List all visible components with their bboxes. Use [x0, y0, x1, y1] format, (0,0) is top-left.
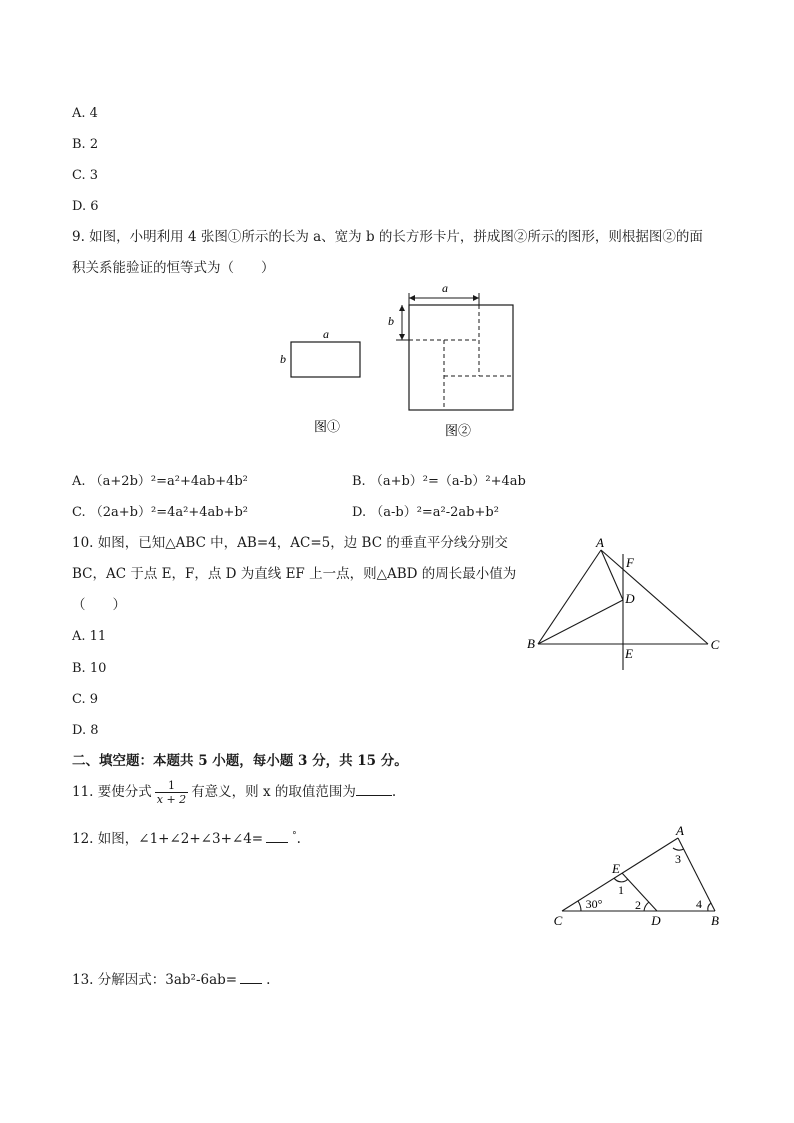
segment-AB: [538, 550, 601, 644]
q12-angle-3: 3: [675, 852, 681, 866]
q12-angle-30: 30°: [585, 897, 603, 911]
q11-answer-blank[interactable]: [356, 783, 392, 796]
section2-heading: 二、填空题：本题共 5 小题，每小题 3 分，共 15 分。: [72, 753, 408, 769]
q10-option-a: A. 11: [72, 629, 107, 644]
fig2-dashed-lines: [409, 305, 513, 410]
q12-label-A: A: [676, 823, 684, 838]
q13-line: [72, 972, 270, 988]
q10-option-b: B. 10: [72, 661, 107, 676]
fig2-label-a: a: [442, 281, 448, 295]
fig2-caption: 图②: [444, 423, 472, 438]
q10-label-F: F: [626, 555, 634, 570]
fig2-label-b: b: [388, 314, 394, 328]
arc-4: [708, 903, 711, 911]
q8-option-a: A. 4: [72, 106, 98, 121]
q12-label-D: D: [651, 913, 661, 928]
q9-stem-line1: 9. 如图，小明利用 4 张图①所示的长为 a、宽为 b 的长方形卡片，拼成图②所示的图形，则根据图②的面: [72, 229, 703, 245]
q12-angle-1: 1: [618, 883, 624, 897]
segment-BD: [538, 600, 623, 644]
q12-label-E: E: [612, 861, 620, 876]
q10-stem-line3: （ ）: [72, 597, 126, 613]
fig1-rectangle: [291, 342, 360, 377]
q12-degree-unit: °: [292, 830, 297, 841]
fig2-outer-square: [409, 305, 513, 410]
q11-fraction: [155, 779, 188, 806]
q13-answer-blank[interactable]: [240, 972, 262, 984]
q11-frac-denominator: x + 2: [156, 793, 187, 806]
q9-option-c: C. （2a+b）²=4a²+4ab+b²: [72, 505, 248, 520]
q10-label-A: A: [596, 535, 604, 550]
arc-1: [614, 878, 628, 882]
q8-option-c: C. 3: [72, 168, 99, 183]
q10-label-B: B: [527, 636, 535, 651]
q10-label-C: C: [710, 637, 720, 652]
q10-figure: [520, 530, 730, 680]
arc-30: [578, 901, 581, 911]
q9-option-d: D. （a-b）²=a²-2ab+b²: [352, 505, 499, 520]
segment-CA: [562, 838, 678, 911]
q12-figure: [548, 822, 728, 932]
q11-line: [72, 779, 396, 806]
q10-label-E: E: [625, 646, 633, 661]
q9-option-a: A. （a+2b）²=a²+4ab+4b²: [72, 474, 248, 489]
q12-angle-2: 2: [635, 898, 641, 912]
q12-end: .: [296, 831, 301, 847]
q11-prefix: 11. 要使分式: [72, 784, 152, 800]
fig1-caption: 图①: [313, 419, 341, 434]
q11-suffix: 有意义，则 x 的取值范围为: [191, 784, 356, 800]
q12-answer-blank[interactable]: [266, 831, 288, 843]
q10-stem-line1: 10. 如图，已知△ABC 中，AB=4，AC=5，边 BC 的垂直平分线分别交: [72, 535, 508, 551]
q9-figure: [270, 278, 530, 443]
q10-stem-line2: BC，AC 于点 E，F，点 D 为直线 EF 上一点，则△ABD 的周长最小值为: [72, 566, 517, 582]
q12-label-B: B: [711, 913, 719, 928]
segment-AD: [601, 550, 623, 600]
q12-label-C: C: [553, 913, 563, 928]
arc-2: [644, 902, 649, 911]
q13-end: .: [266, 972, 271, 988]
q12-angle-4: 4: [696, 897, 702, 911]
fig1-label-b: b: [280, 352, 286, 366]
q10-label-D: D: [625, 591, 635, 606]
q8-option-b: B. 2: [72, 137, 99, 152]
q9-stem-line2: 积关系能验证的恒等式为（ ）: [72, 260, 275, 276]
q10-option-c: C. 9: [72, 692, 99, 707]
q8-option-d: D. 6: [72, 199, 99, 214]
segment-AC: [601, 550, 708, 644]
q9-option-b: B. （a+b）²=（a-b）²+4ab: [352, 474, 526, 489]
q10-option-d: D. 8: [72, 723, 99, 738]
fig1-label-a: a: [323, 327, 329, 341]
q12-stem: 12. 如图，∠1+∠2+∠3+∠4=: [72, 831, 264, 847]
q13-stem: 13. 分解因式：3ab²-6ab=: [72, 972, 238, 988]
q12-line: [72, 831, 301, 847]
q11-frac-numerator: 1: [155, 779, 188, 793]
q11-end: .: [391, 784, 397, 800]
arc-3: [673, 848, 684, 850]
